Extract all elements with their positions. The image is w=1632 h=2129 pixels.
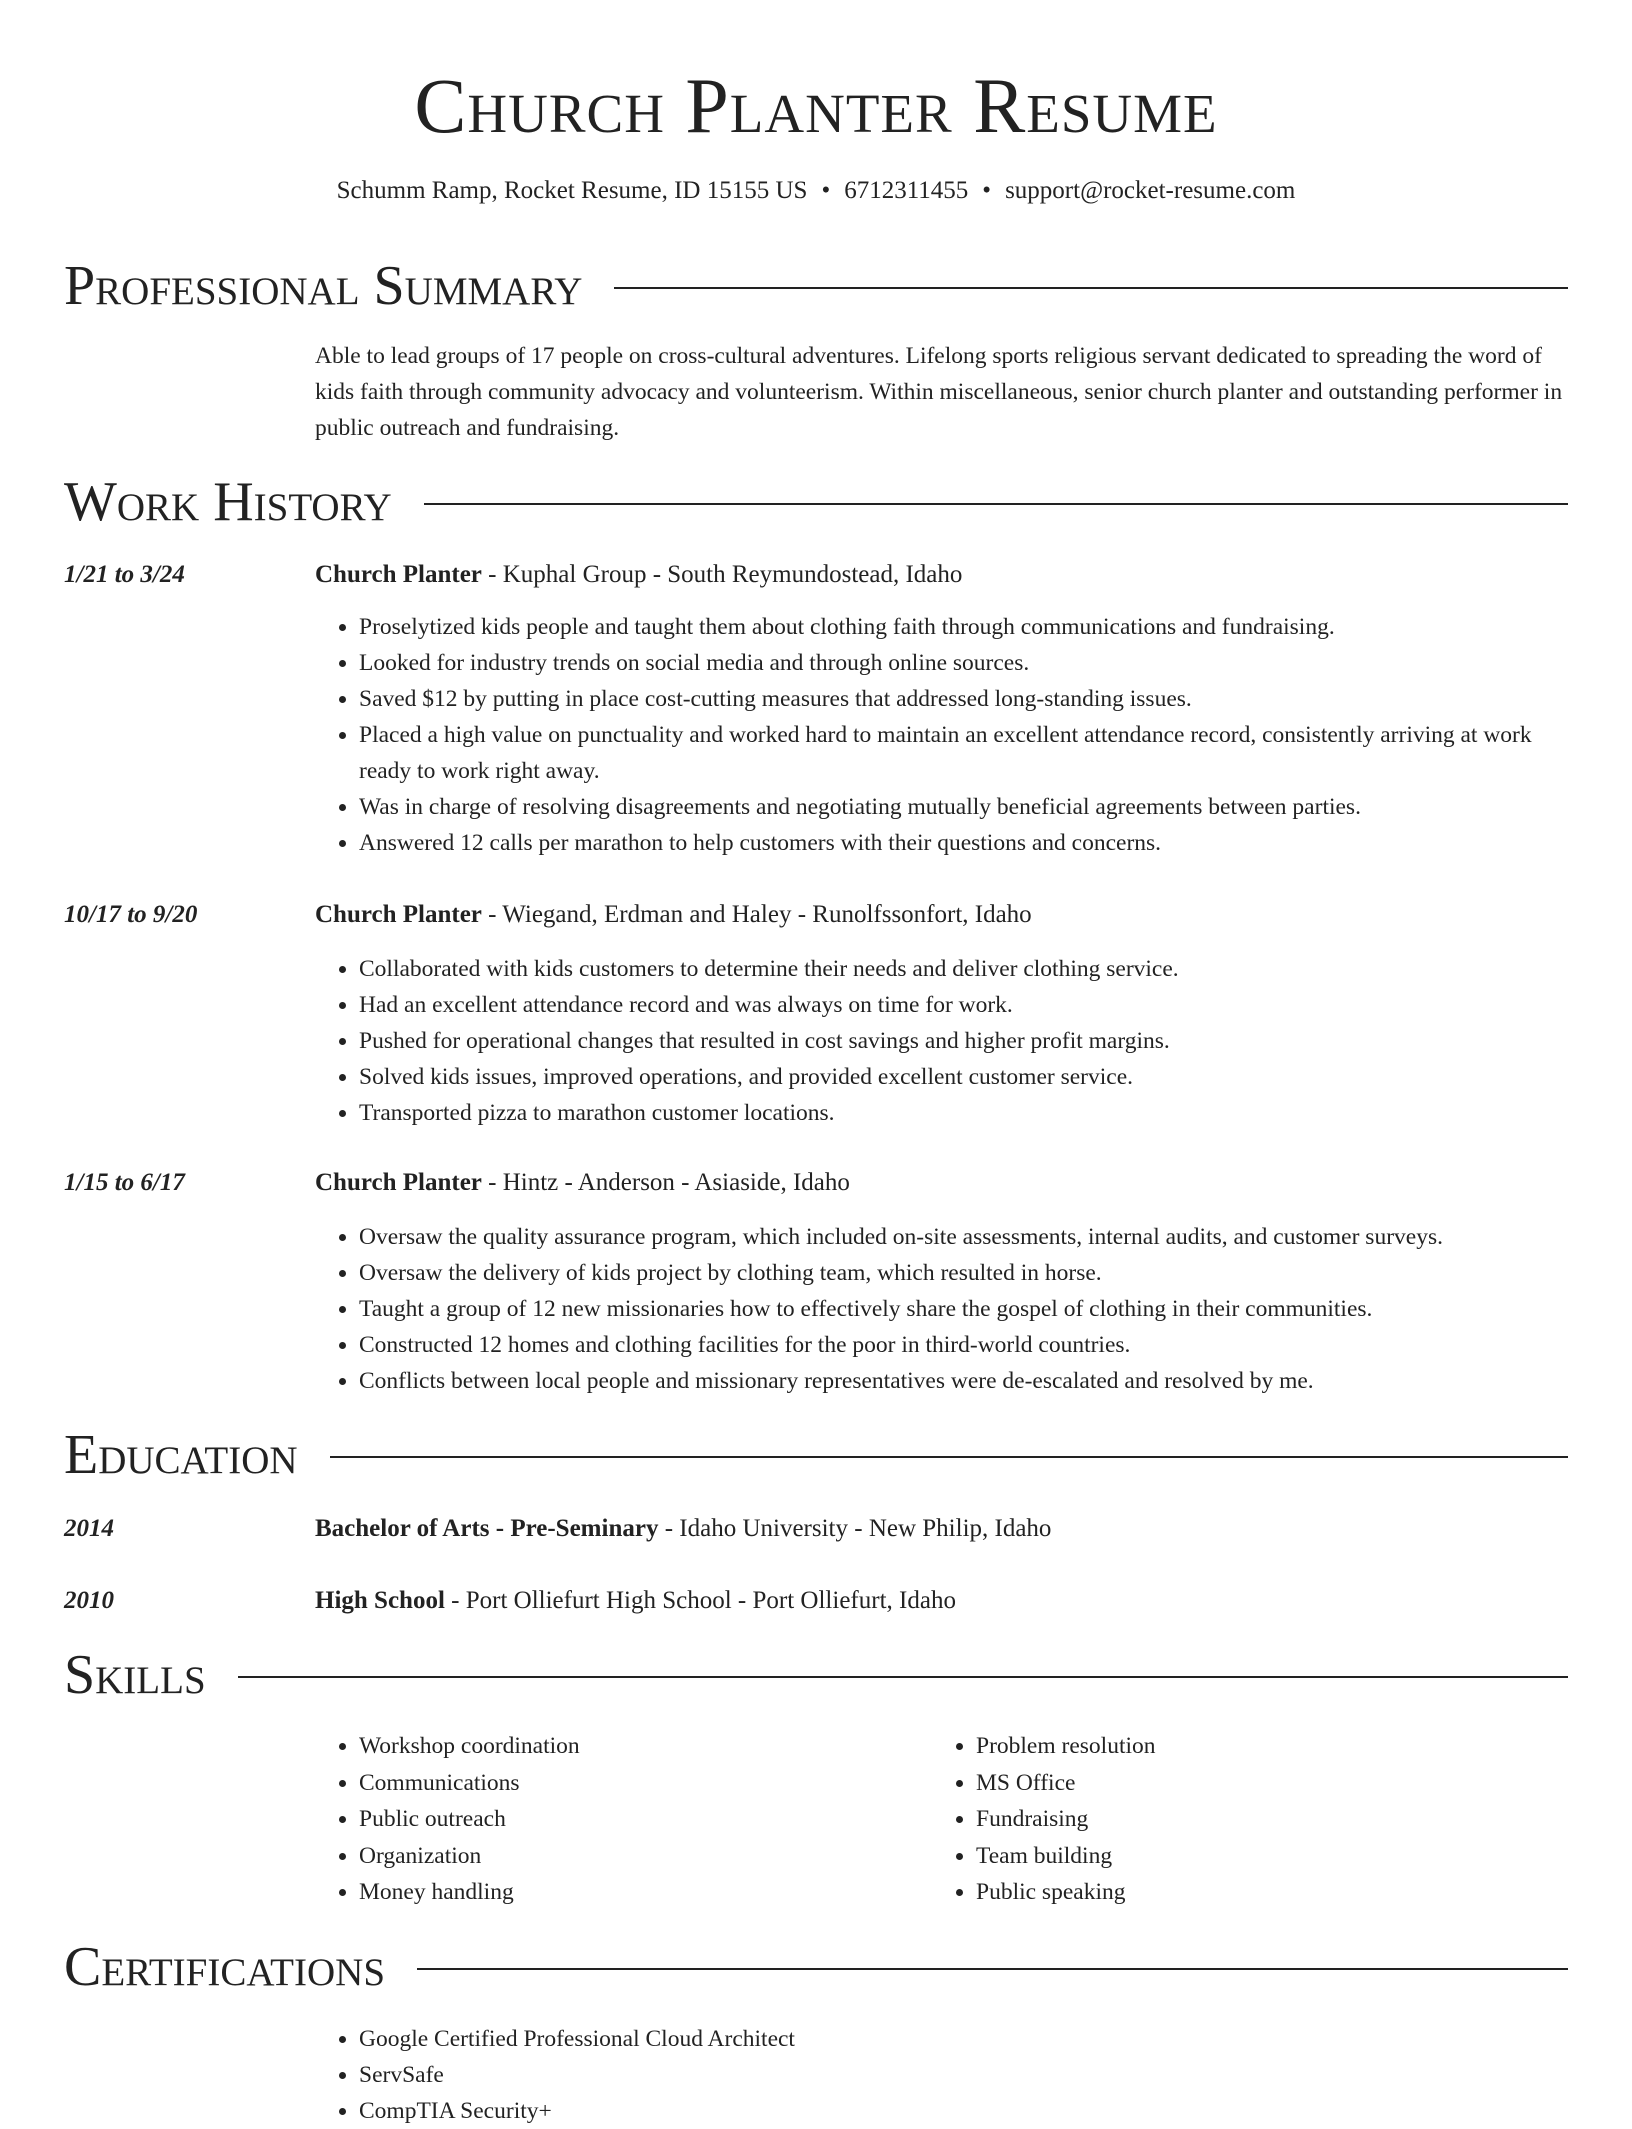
job-details: - Kuphal Group - South Reymundostead, Idaho xyxy=(481,561,963,588)
job-role: Church Planter xyxy=(315,561,482,588)
education-details: - Port Olliefurt High School - Port Olliefurt, Idaho xyxy=(444,1587,956,1614)
section-title-summary: Professional Summary xyxy=(64,255,583,317)
job-role: Church Planter xyxy=(315,1169,482,1196)
section-header-education xyxy=(64,1423,1568,1487)
section-title-education: Education xyxy=(64,1424,298,1486)
section-divider xyxy=(330,1456,1568,1458)
section-header-work xyxy=(64,470,1568,534)
summary-text: Able to lead groups of 17 people on cross-cultural adventures. Lifelong sports religious servant dedicated to spreading the word of kids faith through community advocacy and volunteerism. Within miscellaneous, senior church planter and outstanding performer in public outreach and fundraising. xyxy=(315,343,1563,441)
separator-bullet: • xyxy=(982,177,992,204)
section-title-certifications: Certifications xyxy=(64,1936,386,1998)
job-dates: 1/15 to 6/17 xyxy=(64,1169,185,1196)
education-degree: High School xyxy=(315,1587,445,1614)
education-title-line xyxy=(315,1511,1568,1547)
job-bullets xyxy=(315,951,1568,1131)
phone: 6712311455 xyxy=(844,177,969,204)
section-divider xyxy=(238,1676,1568,1678)
job-dates: 1/21 to 3/24 xyxy=(64,561,185,588)
education-year: 2014 xyxy=(64,1515,114,1542)
section-divider xyxy=(614,287,1568,289)
separator-bullet: • xyxy=(821,177,831,204)
skills-column xyxy=(315,1728,580,1911)
section-divider xyxy=(424,503,1568,505)
list-item: • Proselytized kids people and taught them about clothing faith through communications and fundraising. xyxy=(359,609,1568,645)
list-item: • ServSafe xyxy=(359,2057,1568,2093)
list-item: • CompTIA Security+ xyxy=(359,2093,1568,2129)
education-year: 2010 xyxy=(64,1587,114,1614)
address: Schumm Ramp, Rocket Resume, ID 15155 US xyxy=(336,177,808,204)
list-item: • Oversaw the quality assurance program, which included on-site assessments, internal audits, and customer surveys. xyxy=(359,1219,1568,1255)
list-item: • Taught a group of 12 new missionaries how to effectively share the gospel of clothing in their communities. xyxy=(359,1291,1568,1327)
list-item: • Conflicts between local people and missionary representatives were de-escalated and resolved by me. xyxy=(359,1363,1568,1399)
job-title-line xyxy=(315,557,1568,593)
section-header-certifications xyxy=(64,1935,1568,1999)
list-item: • Communications xyxy=(359,1765,580,1802)
job-details: - Hintz - Anderson - Asiaside, Idaho xyxy=(481,1169,850,1196)
list-item: • Public speaking xyxy=(976,1874,1156,1911)
list-item: • Constructed 12 homes and clothing facilities for the poor in third-world countries. xyxy=(359,1327,1568,1363)
job-details: - Wiegand, Erdman and Haley - Runolfssonfort, Idaho xyxy=(481,901,1032,928)
education-title-line xyxy=(315,1583,1568,1619)
list-item: • Google Certified Professional Cloud Architect xyxy=(359,2021,1568,2057)
list-item: • Collaborated with kids customers to determine their needs and deliver clothing service. xyxy=(359,951,1568,987)
list-item: • Team building xyxy=(976,1838,1156,1875)
section-title-work: Work History xyxy=(64,471,392,533)
section-header-summary xyxy=(64,254,1568,318)
job-dates: 10/17 to 9/20 xyxy=(64,901,198,928)
resume-title: Church Planter Resume xyxy=(414,62,1218,149)
list-item: • Had an excellent attendance record and was always on time for work. xyxy=(359,987,1568,1023)
list-item: • Organization xyxy=(359,1838,580,1875)
job-title-line xyxy=(315,1165,1568,1201)
list-item: • Answered 12 calls per marathon to help customers with their questions and concerns. xyxy=(359,825,1568,861)
contact-line xyxy=(0,174,1632,208)
list-item: • Was in charge of resolving disagreements and negotiating mutually beneficial agreements between parties. xyxy=(359,789,1568,825)
job-title-line xyxy=(315,897,1568,933)
certifications-list xyxy=(315,2021,1568,2129)
list-item: • Workshop coordination xyxy=(359,1728,580,1765)
list-item: • Public outreach xyxy=(359,1801,580,1838)
email: support@rocket-resume.com xyxy=(1005,177,1296,204)
list-item: • Money handling xyxy=(359,1874,580,1911)
skills-column xyxy=(932,1728,1156,1911)
list-item: • Looked for industry trends on social media and through online sources. xyxy=(359,645,1568,681)
job-bullets xyxy=(315,609,1568,861)
list-item: • Transported pizza to marathon customer locations. xyxy=(359,1095,1568,1131)
education-details: - Idaho University - New Philip, Idaho xyxy=(658,1515,1052,1542)
list-item: • Placed a high value on punctuality and worked hard to maintain an excellent attendance record, consistently arriving at work ready to work right away. xyxy=(359,717,1568,789)
list-item: • Fundraising xyxy=(976,1801,1156,1838)
section-header-skills xyxy=(64,1643,1568,1707)
list-item: • Solved kids issues, improved operations, and provided excellent customer service. xyxy=(359,1059,1568,1095)
section-title-skills: Skills xyxy=(64,1644,206,1706)
list-item: • MS Office xyxy=(976,1765,1156,1802)
job-role: Church Planter xyxy=(315,901,482,928)
education-degree: Bachelor of Arts - Pre-Seminary xyxy=(315,1515,659,1542)
list-item: • Pushed for operational changes that resulted in cost savings and higher profit margins. xyxy=(359,1023,1568,1059)
job-bullets xyxy=(315,1219,1568,1399)
section-divider xyxy=(417,1968,1568,1970)
list-item: • Problem resolution xyxy=(976,1728,1156,1765)
list-item: • Saved $12 by putting in place cost-cutting measures that addressed long-standing issues. xyxy=(359,681,1568,717)
list-item: • Oversaw the delivery of kids project by clothing team, which resulted in horse. xyxy=(359,1255,1568,1291)
